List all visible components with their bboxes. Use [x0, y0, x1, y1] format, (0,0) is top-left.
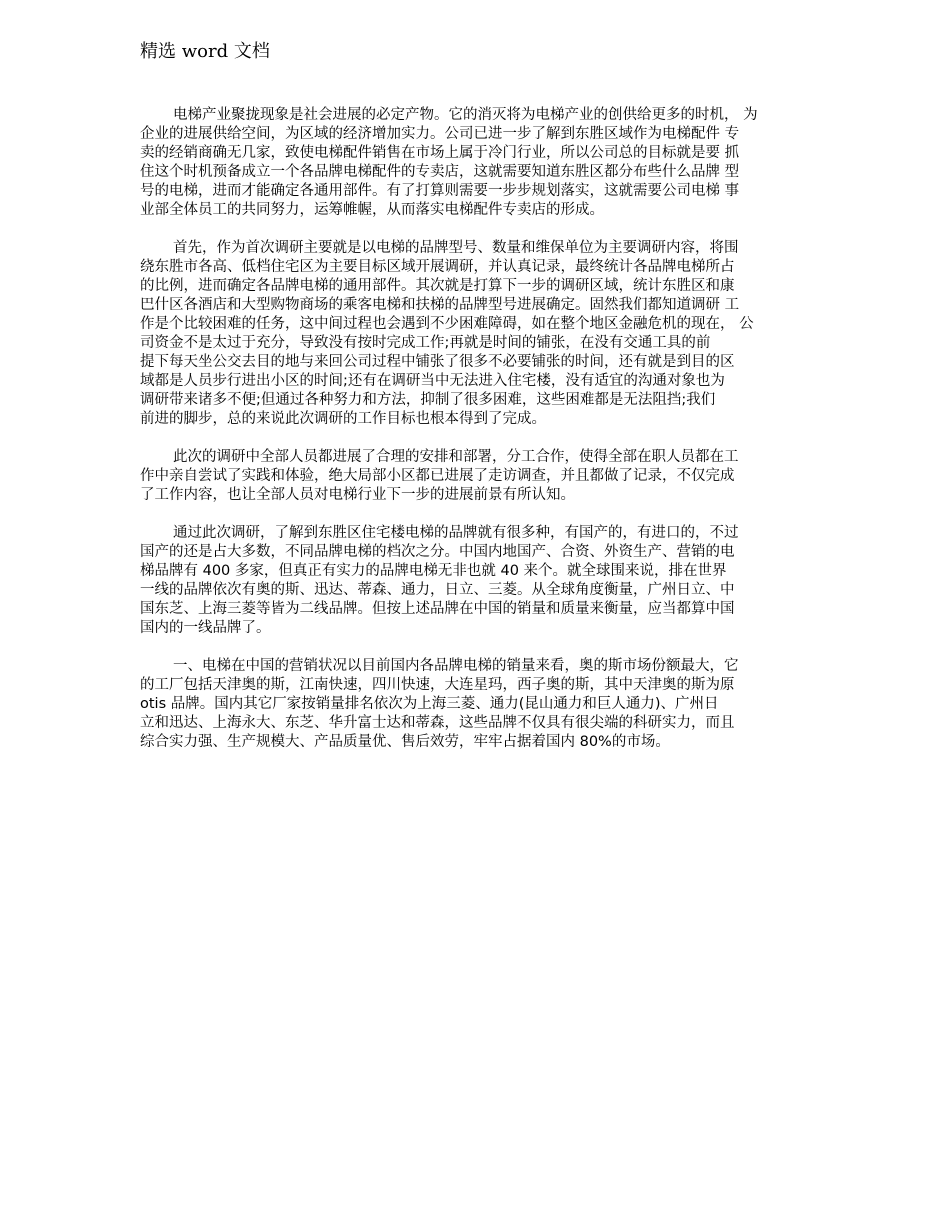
text-line: 作中亲自尝试了实践和体验，绝大局部小区都已进展了走访调查，并且都做了记录，不仅完成 — [140, 468, 735, 484]
text-line: 住这个时机预备成立一个各品牌电梯配件的专卖店，这就需要知道东胜区都分布些什么品牌 型 — [140, 164, 740, 180]
paragraph-2 — [140, 239, 812, 429]
paragraph-3 — [140, 448, 812, 505]
text-line: 了工作内容，也让全部人员对电梯行业下一步的进展前景有所认知。 — [140, 487, 575, 503]
text-line: 梯品牌有 400 多家，但真正有实力的品牌电梯无非也就 40 来个。就全球围来说，排在世界 — [140, 563, 727, 579]
text-line: 域都是人员步行进出小区的时间;还有在调研当中无法进入住宅楼，没有适宜的沟通对象也为 — [140, 373, 725, 389]
text-line: 国内的一线品牌了。 — [140, 620, 271, 636]
paragraph-1 — [140, 106, 812, 220]
text-line: 调研带来诸多不便;但通过各种努力和方法，抑制了很多困难，这些困难都是无法阻挡;我们 — [140, 392, 716, 408]
paragraph-5 — [140, 657, 812, 752]
text-line: 业部全体员工的共同努力，运筹帷幄，从而落实电梯配件专卖店的形成。 — [140, 202, 604, 218]
text-line: 综合实力强、生产规模大、产品质量优、售后效劳，牢牢占据着国内 80%的市场。 — [140, 734, 670, 750]
text-line: 的比例，进而确定各品牌电梯的通用部件。其次就是打算下一步的调研区域，统计东胜区和康 — [140, 278, 735, 294]
text-line: 的工厂包括天津奥的斯，江南快速，四川快速，大连星玛，西子奥的斯，其中天津奥的斯为原 — [140, 677, 735, 693]
text-line: 国东芝、上海三菱等皆为二线品牌。但按上述品牌在中国的销量和质量来衡量，应当都算中国 — [140, 601, 735, 617]
text-line: 作是个比较困难的任务，这中间过程也会遇到不少困难障碍，如在整个地区金融危机的现在， 公 — [140, 316, 754, 332]
text-line: 电梯产业聚拢现象是社会进展的必定产物。它的消灭将为电梯产业的创供给更多的时机， 为 — [173, 107, 758, 123]
paragraph-4 — [140, 524, 812, 638]
text-line: 司资金不是太过于充分，导致没有按时完成工作;再就是时间的铺张，在没有交通工具的前 — [140, 335, 711, 351]
text-line: 巴什区各酒店和大型购物商场的乘客电梯和扶梯的品牌型号进展确定。固然我们都知道调研 工 — [140, 297, 740, 313]
text-line: 提下每天坐公交去目的地与来回公司过程中铺张了很多不必要铺张的时间，还有就是到目的区 — [140, 354, 735, 370]
text-line: 国产的还是占大多数，不同品牌电梯的档次之分。中国内地国产、合资、外资生产、营销的电 — [140, 544, 735, 560]
text-line: 号的电梯，进而才能确定各通用部件。有了打算则需要一步步规划落实，这就需要公司电梯 事 — [140, 183, 740, 199]
text-line: otis 品牌。国内其它厂家按销量排名依次为上海三菱、通力(昆山通力和巨人通力)、广州日 — [140, 696, 719, 712]
text-line: 一线的品牌依次有奥的斯、迅达、蒂森、通力，日立、三菱。从全球角度衡量，广州日立、中 — [140, 582, 735, 598]
document-body — [140, 106, 812, 771]
text-line: 前进的脚步，总的来说此次调研的工作目标也根本得到了完成。 — [140, 411, 546, 427]
text-line: 通过此次调研，了解到东胜区住宅楼电梯的品牌就有很多种，有国产的，有进口的，不过 — [173, 525, 739, 541]
text-line: 首先，作为首次调研主要就是以电梯的品牌型号、数量和维保单位为主要调研内容，将围 — [173, 240, 739, 256]
text-line: 此次的调研中全部人员都进展了合理的安排和部署，分工合作，使得全部在职人员都在工 — [173, 449, 739, 465]
text-line: 卖的经销商确无几家，致使电梯配件销售在市场上属于冷门行业，所以公司总的目标就是要 抓 — [140, 145, 740, 161]
text-line: 一、电梯在中国的营销状况以目前国内各品牌电梯的销量来看，奥的斯市场份额最大，它 — [173, 658, 739, 674]
page-header-title: 精选 word 文档 — [140, 41, 270, 62]
text-line: 绕东胜市各高、低档住宅区为主要目标区域开展调研，并认真记录，最终统计各品牌电梯所占 — [140, 259, 735, 275]
text-line: 立和迅达、上海永大、东芝、华升富士达和蒂森，这些品牌不仅具有很尖端的科研实力，而且 — [140, 715, 735, 731]
text-line: 企业的进展供给空间，为区域的经济增加实力。公司已进一步了解到东胜区域作为电梯配件 专 — [140, 126, 740, 142]
